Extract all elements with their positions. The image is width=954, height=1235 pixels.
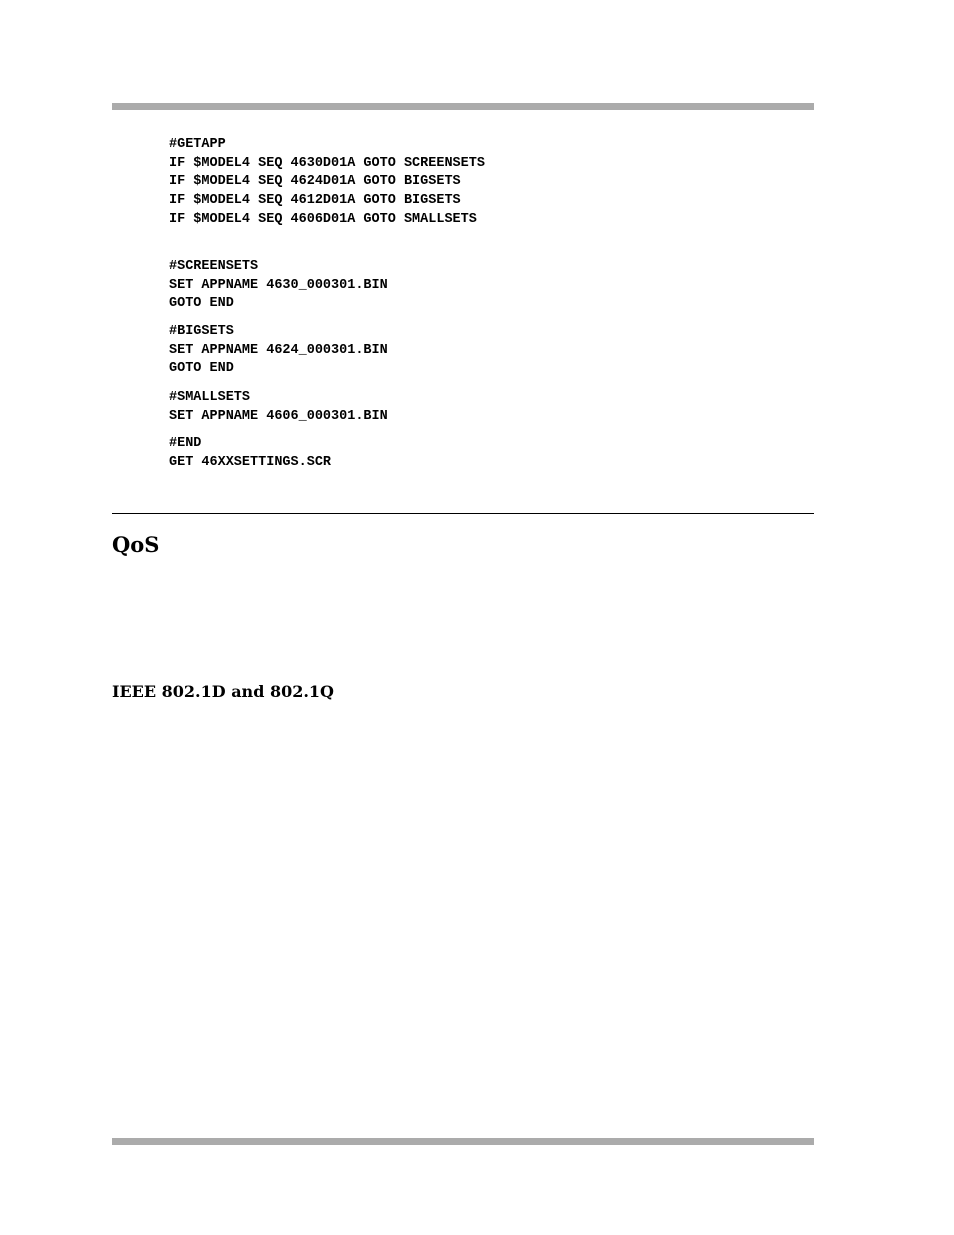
code-line: SET APPNAME 4606_000301.BIN [169, 408, 388, 424]
footer-bar [112, 1138, 814, 1145]
section-divider [112, 513, 814, 514]
code-block-getapp [169, 136, 485, 230]
subsection-heading: IEEE 802.1D and 802.1Q [112, 682, 334, 701]
code-line: #BIGSETS [169, 324, 234, 339]
code-block-end [169, 435, 331, 472]
code-line: #GETAPP [169, 137, 226, 152]
code-line: IF $MODEL4 SEQ 4624D01A GOTO BIGSETS [169, 174, 461, 190]
code-block-screensets [169, 258, 388, 314]
code-line: #SMALLSETS [169, 390, 251, 405]
code-line: IF $MODEL4 SEQ 4606D01A GOTO SMALLSETS [169, 211, 477, 227]
header-bar [112, 103, 814, 110]
section-heading: QoS [112, 532, 160, 557]
code-line: #SCREENSETS [169, 259, 259, 274]
code-line: IF $MODEL4 SEQ 4630D01A GOTO SCREENSETS [169, 155, 485, 171]
code-line: IF $MODEL4 SEQ 4612D01A GOTO BIGSETS [169, 193, 461, 209]
code-line: GOTO END [169, 361, 234, 377]
code-line: GET 46XXSETTINGS.SCR [169, 454, 332, 470]
code-line: SET APPNAME 4624_000301.BIN [169, 342, 388, 358]
code-block-bigsets [169, 323, 388, 379]
code-line: SET APPNAME 4630_000301.BIN [169, 277, 388, 293]
code-block-smallsets [169, 389, 388, 426]
code-line: #END [169, 436, 202, 451]
code-line: GOTO END [169, 296, 234, 312]
